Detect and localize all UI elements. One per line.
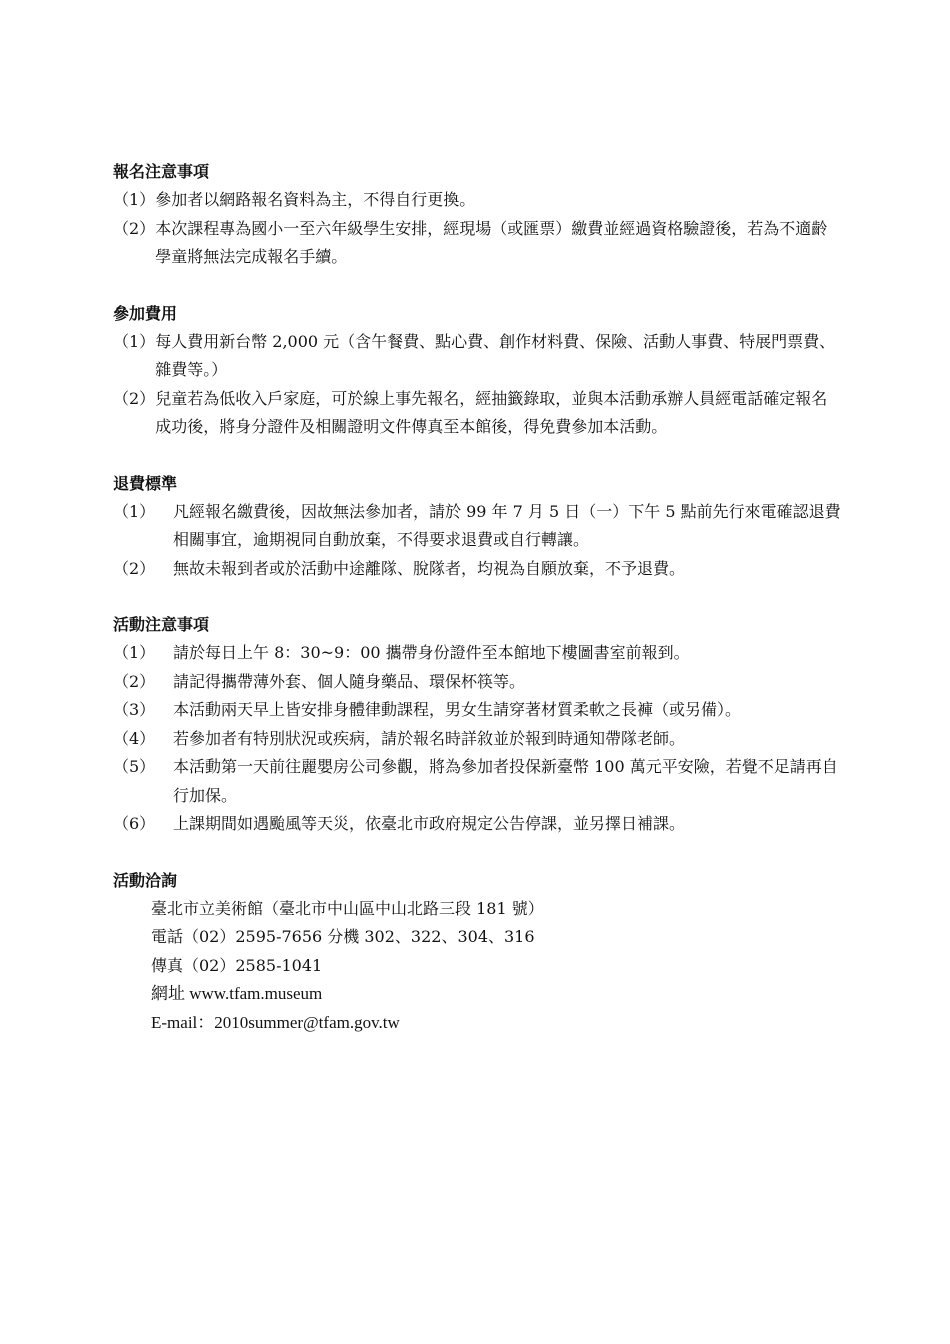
contact-phone: 電話（02）2595-7656 分機 302、322、304、316 <box>151 927 535 946</box>
section-heading: 活動洽詢 <box>113 870 178 890</box>
contact-address: 臺北市立美術館（臺北市中山區中山北路三段 181 號） <box>151 898 544 918</box>
item-number: （2） <box>113 558 156 578</box>
list-item <box>113 639 843 668</box>
section-heading: 報名注意事項 <box>113 162 210 181</box>
list-item <box>113 385 843 442</box>
section-refund-policy <box>113 470 843 584</box>
item-text: 請於每日上午 8：30~9：00 攜帶身份證件至本館地下樓圖書室前報到。 <box>173 643 690 662</box>
document-content <box>113 158 843 1065</box>
section-registration-notes <box>113 158 843 272</box>
contact-website[interactable]: 網址 www.tfam.museum <box>151 984 323 1003</box>
item-number: （1） <box>113 190 156 209</box>
list-item <box>113 555 843 584</box>
list-item <box>113 696 843 725</box>
section-heading: 參加費用 <box>113 303 178 323</box>
item-text: 每人費用新台幣 2,000 元（含午餐費、點心費、創作材料費、保險、活動人事費、特展門票費、雜費等。） <box>155 331 836 379</box>
item-number: （4） <box>113 728 156 748</box>
item-text: 上課期間如遇颱風等天災，依臺北市政府規定公告停課，並另擇日補課。 <box>173 814 686 833</box>
item-text: 若參加者有特別狀況或疾病，請於報名時詳敘並於報到時通知帶隊老師。 <box>173 728 686 748</box>
contact-email[interactable]: E-mail：2010summer@tfam.gov.tw <box>151 1012 400 1032</box>
item-text: 凡經報名繳費後，因故無法參加者，請於 99 年 7 月 5 日（一）下午 5 點前先行來電確認退費相關事宜，逾期視同自動放棄，不得要求退費或自行轉讓。 <box>173 501 841 549</box>
section-activity-notes <box>113 611 843 839</box>
list-item <box>113 668 843 697</box>
item-number: （1） <box>113 643 156 662</box>
list-item <box>113 186 843 215</box>
list-item <box>113 328 843 385</box>
item-number: （1） <box>113 501 156 521</box>
item-text: 參加者以網路報名資料為主，不得自行更換。 <box>155 190 476 209</box>
item-text: 本次課程專為國小一至六年級學生安排，經現場（或匯票）繳費並經過資格驗證後，若為不適齡學童將無法完成報名手續。 <box>155 218 828 266</box>
item-number: （5） <box>113 757 156 776</box>
list-item <box>113 753 843 810</box>
item-number: （2） <box>113 671 156 691</box>
list-item <box>113 810 843 839</box>
item-text: 請記得攜帶薄外套、個人隨身藥品、環保杯筷等。 <box>173 671 526 691</box>
list-item <box>113 725 843 754</box>
section-contact <box>113 867 843 1038</box>
list-item <box>113 215 843 272</box>
contact-fax: 傳真（02）2585-1041 <box>151 955 323 975</box>
item-number: （6） <box>113 814 156 833</box>
item-text: 本活動兩天早上皆安排身體律動課程，男女生請穿著材質柔軟之長褲（或另備）。 <box>173 700 742 719</box>
item-number: （3） <box>113 700 156 719</box>
section-heading: 活動注意事項 <box>113 615 210 634</box>
item-text: 無故未報到者或於活動中途離隊、脫隊者，均視為自願放棄，不予退費。 <box>173 558 686 578</box>
section-fees <box>113 300 843 442</box>
list-item <box>113 498 843 555</box>
section-heading: 退費標準 <box>113 473 178 493</box>
item-number: （1） <box>113 331 156 351</box>
item-text: 本活動第一天前往麗嬰房公司參觀，將為參加者投保新臺幣 100 萬元平安險，若覺不足請再自行加保。 <box>173 757 838 805</box>
item-number: （2） <box>113 218 156 238</box>
item-text: 兒童若為低收入戶家庭，可於線上事先報名，經抽籤錄取，並與本活動承辦人員經電話確定報名成功後，將身分證件及相關證明文件傳真至本館後，得免費參加本活動。 <box>155 388 828 436</box>
item-number: （2） <box>113 388 156 408</box>
